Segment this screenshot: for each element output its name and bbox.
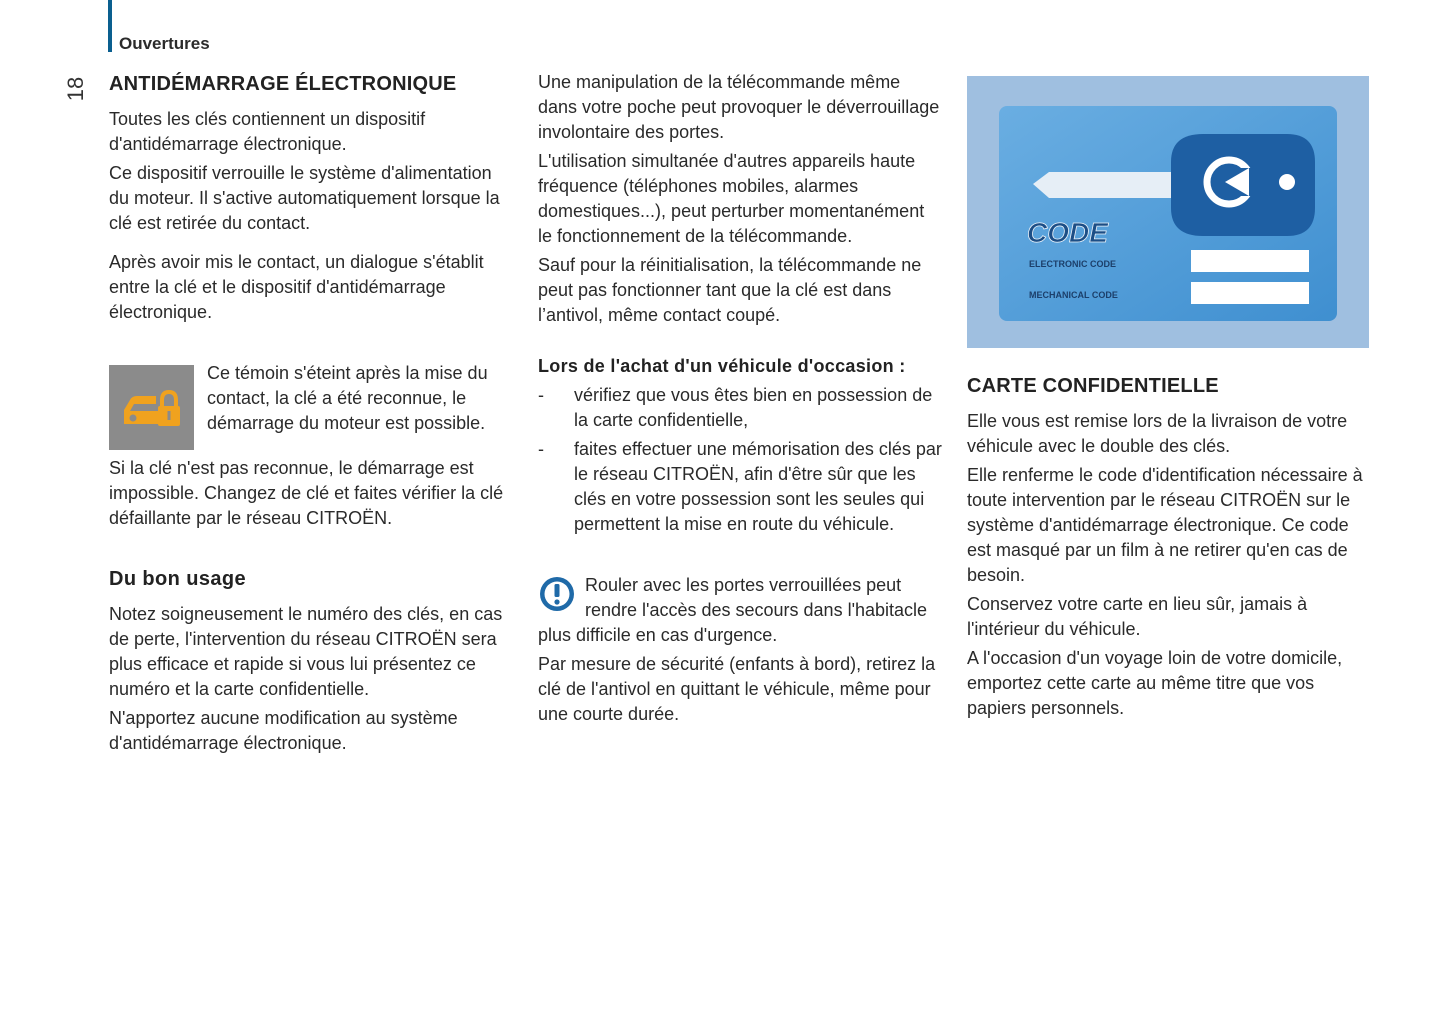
section-title-carte-confidentielle: CARTE CONFIDENTIELLE [967, 375, 1219, 397]
list-item [538, 383, 943, 433]
section-title-antidemarrage: ANTIDÉMARRAGE ÉLECTRONIQUE [109, 73, 457, 95]
warning-light-note [109, 361, 509, 450]
card-electronic-label: ELECTRONIC CODE [1029, 259, 1117, 269]
paragraph: N'apportez aucune modification au système d'antidémarrage électronique. [109, 708, 458, 753]
column-left [109, 70, 509, 760]
paragraph: Elle vous est remise lors de la livraison de votre véhicule avec le double des clés. [967, 411, 1348, 456]
list-item [538, 437, 943, 537]
paragraph: Toutes les clés contiennent un dispositif d'antidémarrage électronique. [109, 109, 426, 154]
paragraph: Conservez votre carte en lieu sûr, jamais à l'intérieur du véhicule. [967, 594, 1308, 639]
card-title: CODE [1027, 217, 1108, 248]
safety-warning [538, 573, 943, 648]
subtitle-achat-occasion: Lors de l'achat d'un véhicule d'occasion : [538, 356, 906, 376]
bullet-marker: - [538, 385, 544, 405]
list-item-text: vérifiez que vous êtes bien en possession de la carte confidentielle, [574, 385, 933, 430]
paragraph: Par mesure de sécurité (enfants à bord), retirez la clé de l'antivol en quittant le véhicule, même pour une courte durée. [538, 654, 936, 724]
immobiliser-warning-light-icon [109, 365, 194, 450]
paragraph: L'utilisation simultanée d'autres appareils haute fréquence (téléphones mobiles, alarmes domestiques...), peut perturber momentanément le fonctionnement de la télécommande. [538, 151, 925, 246]
card-mechanical-label: MECHANICAL CODE [1029, 290, 1118, 300]
paragraph: Notez soigneusement le numéro des clés, en cas de perte, l'intervention du réseau CITROËN sera plus efficace et rapide si vous lui présentez ce numéro et la carte confidentielle. [109, 604, 503, 699]
column-right [967, 70, 1372, 725]
paragraph: Si la clé n'est pas reconnue, le démarrage est impossible. Changez de clé et faites vérifier la clé défaillante par le réseau CITROËN. [109, 458, 504, 528]
paragraph: Sauf pour la réinitialisation, la télécommande ne peut pas fonctionner tant que la clé est dans l’antivol, même contact coupé. [538, 255, 922, 325]
confidential-card-illustration [967, 76, 1369, 348]
paragraph: Une manipulation de la télécommande même dans votre poche peut provoquer le déverrouillage involontaire des portes. [538, 72, 940, 142]
subtitle-du-bon-usage: Du bon usage [109, 568, 247, 590]
paragraph: Après avoir mis le contact, un dialogue s'établit entre la clé et le dispositif d'antidémarrage électronique. [109, 252, 484, 322]
paragraph: A l'occasion d'un voyage loin de votre domicile, emportez cette carte au même titre que vos papiers personnels. [967, 648, 1343, 718]
list-item-text: faites effectuer une mémorisation des clés par le réseau CITROËN, afin d'être sûr que les clés en votre possession sont les seules qui permettent la mise en route du véhicule. [574, 439, 942, 534]
page-number: 18 [63, 76, 88, 102]
warning-text: Rouler avec les portes verrouillées peut rendre l'accès des secours dans l'habitacle plus difficile en cas d'urgence. [538, 575, 928, 645]
exclamation-warning-icon [538, 575, 576, 613]
section-label: Ouvertures [119, 34, 210, 53]
paragraph: Ce dispositif verrouille le système d'alimentation du moteur. Il s'active automatiquement lorsque la clé est retirée du contact. [109, 163, 500, 233]
paragraph: Elle renferme le code d'identification nécessaire à toute intervention par le réseau CITROËN sur le système d'antidémarrage électronique. Ce code est masqué par un film à ne retirer qu'en cas de besoin. [967, 465, 1363, 585]
chapter-edge-bar [108, 0, 112, 52]
warning-light-text: Ce témoin s'éteint après la mise du contact, la clé a été reconnue, le démarrage du moteur est possible. [207, 363, 488, 433]
column-middle [538, 70, 943, 731]
bullet-marker: - [538, 439, 544, 459]
